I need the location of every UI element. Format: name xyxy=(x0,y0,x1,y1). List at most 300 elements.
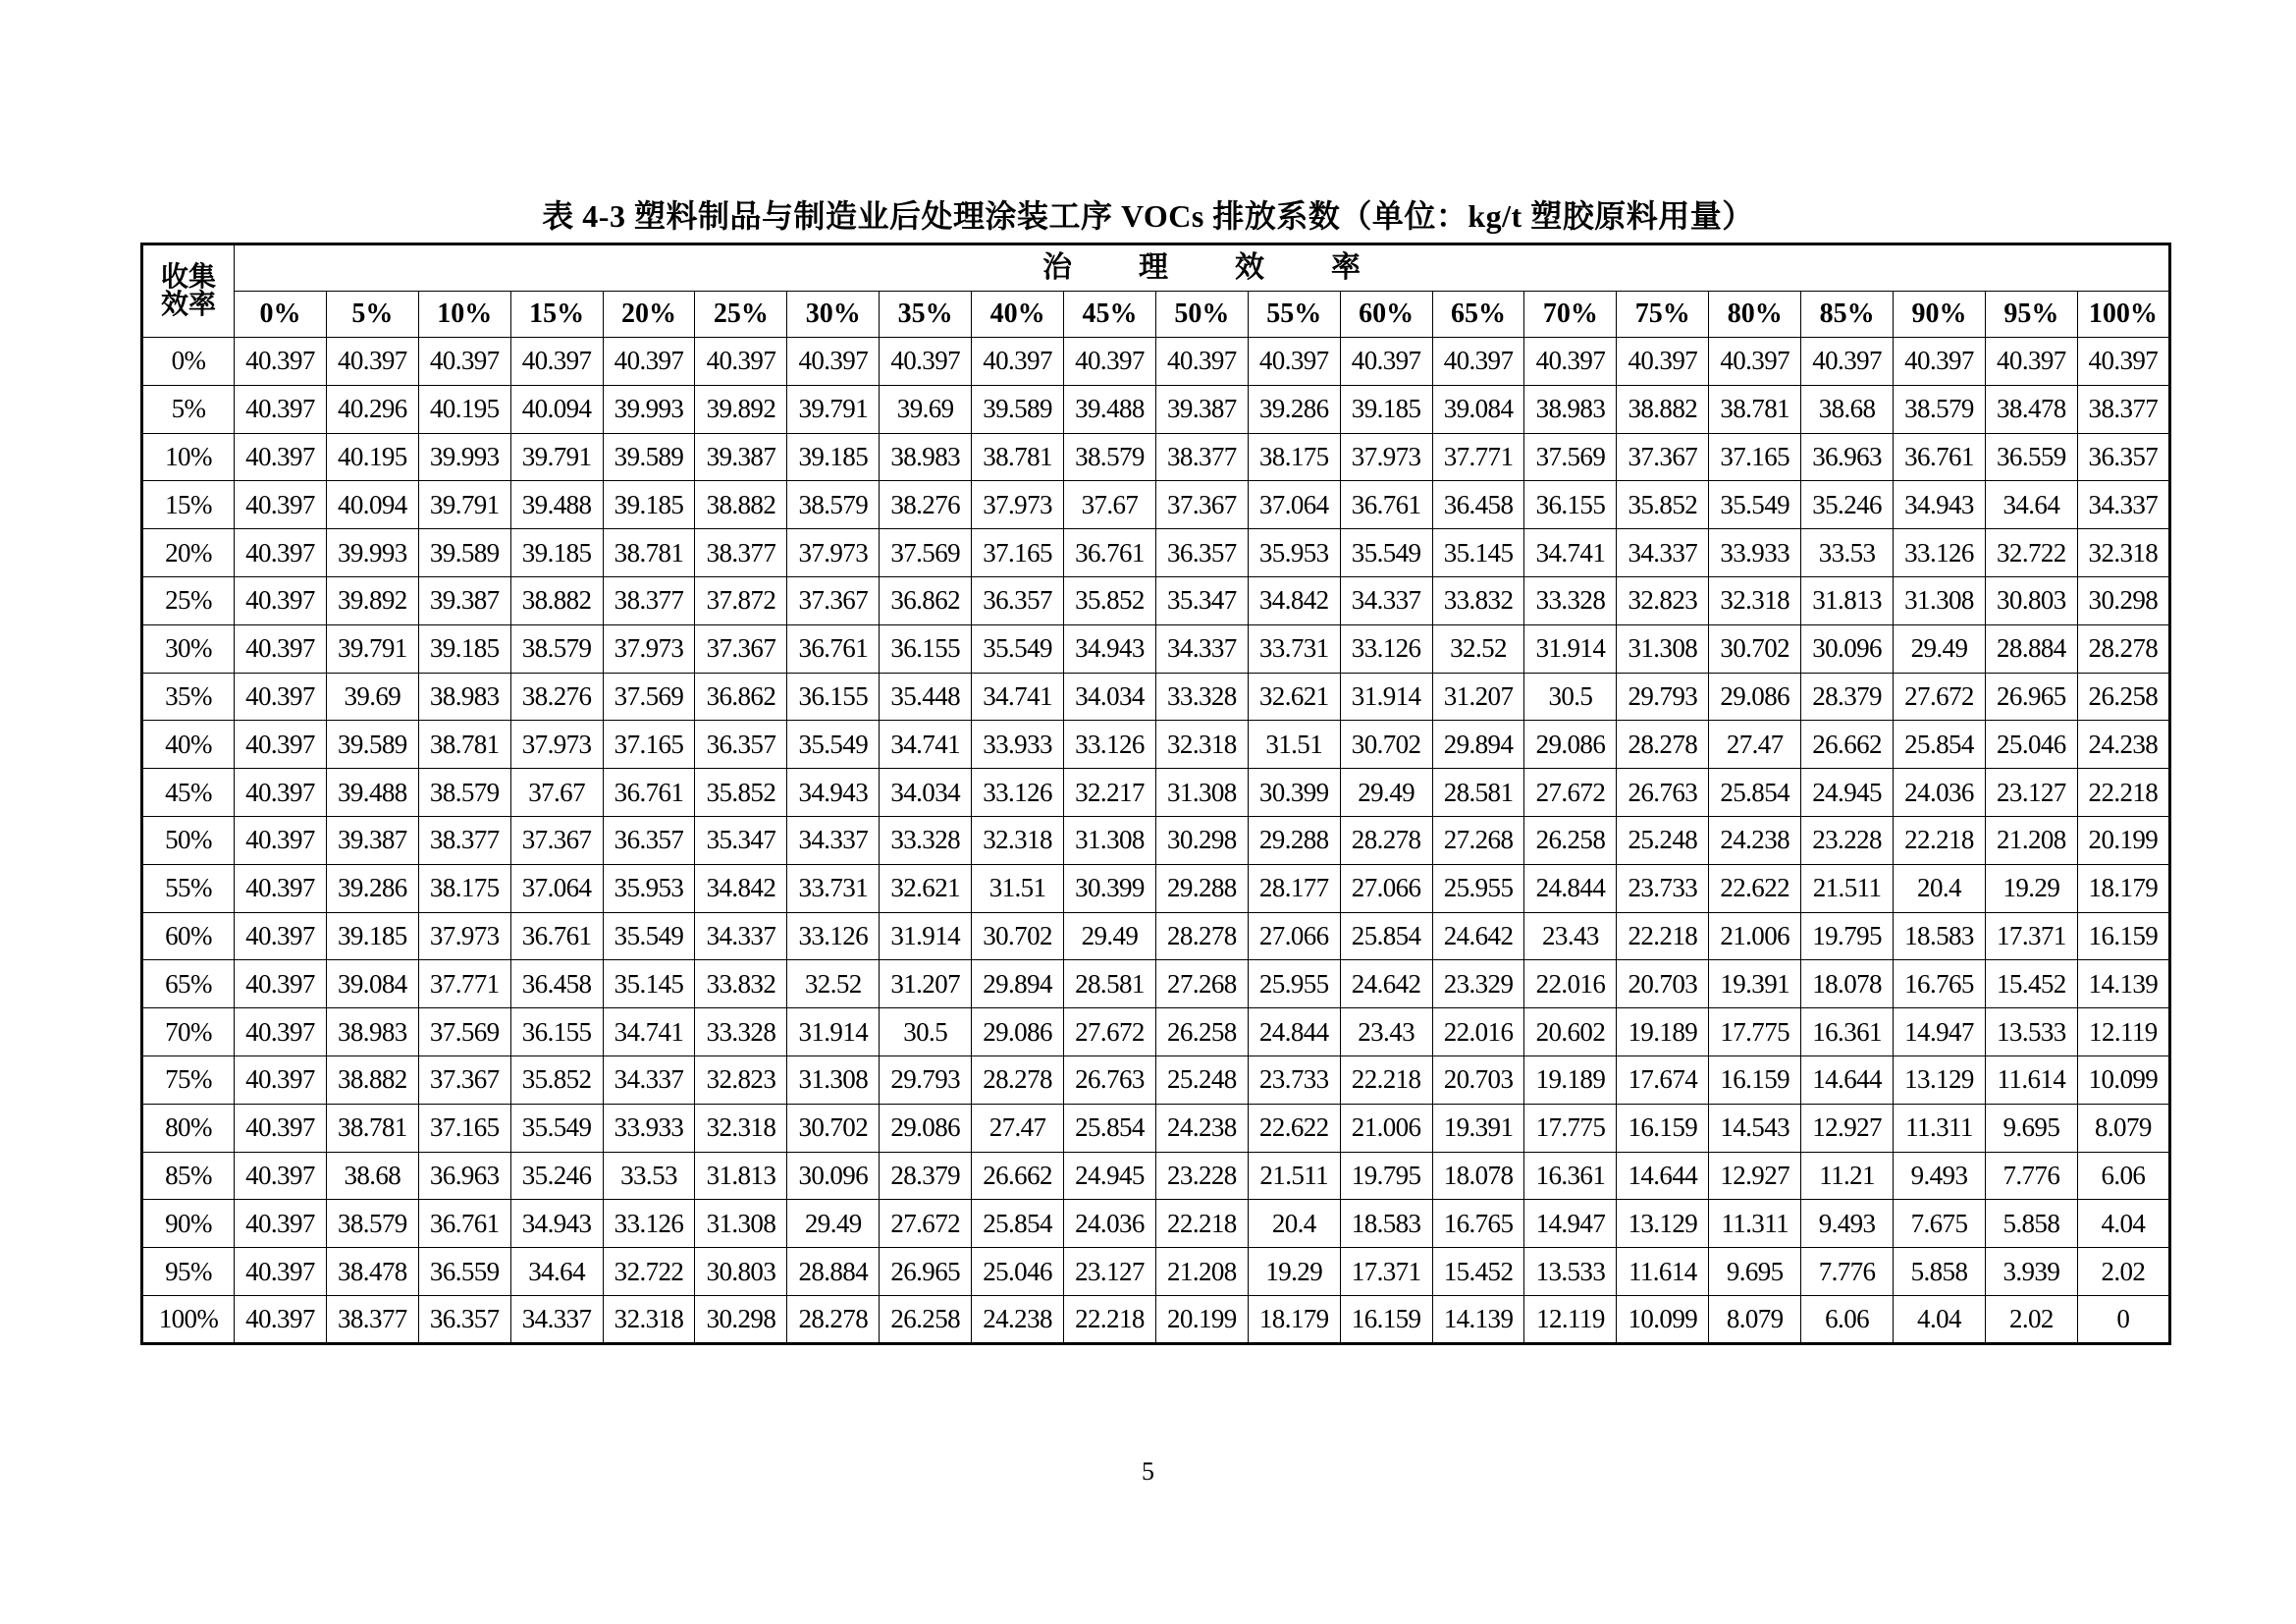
table-cell: 37.569 xyxy=(418,1008,510,1056)
table-cell: 16.765 xyxy=(1894,960,1986,1008)
table-cell: 38.377 xyxy=(418,816,510,864)
table-cell: 38.478 xyxy=(1985,385,2077,433)
row-label: 40% xyxy=(142,721,235,769)
table-cell: 37.872 xyxy=(695,576,787,624)
table-cell: 19.795 xyxy=(1801,912,1894,960)
table-cell: 40.397 xyxy=(1985,338,2077,386)
table-cell: 14.644 xyxy=(1617,1152,1709,1200)
column-header: 5% xyxy=(326,292,418,338)
table-cell: 40.397 xyxy=(1801,338,1894,386)
table-cell: 36.357 xyxy=(695,721,787,769)
row-label: 50% xyxy=(142,816,235,864)
table-cell: 30.298 xyxy=(2077,576,2169,624)
table-cell: 21.006 xyxy=(1709,912,1801,960)
table-cell: 36.357 xyxy=(972,576,1064,624)
table-cell: 2.02 xyxy=(1985,1295,2077,1343)
table-cell: 29.793 xyxy=(1617,673,1709,721)
table-cell: 34.337 xyxy=(2077,481,2169,529)
table-cell: 27.47 xyxy=(1709,721,1801,769)
table-cell: 26.763 xyxy=(1617,769,1709,817)
table-cell: 36.761 xyxy=(1894,433,1986,481)
table-cell: 37.973 xyxy=(787,529,880,577)
table-cell: 13.129 xyxy=(1617,1200,1709,1248)
table-cell: 33.53 xyxy=(1801,529,1894,577)
table-cell: 10.099 xyxy=(2077,1056,2169,1104)
table-cell: 40.397 xyxy=(510,338,603,386)
table-cell: 14.139 xyxy=(1432,1295,1524,1343)
table-cell: 38.983 xyxy=(880,433,972,481)
table-cell: 18.179 xyxy=(2077,864,2169,912)
table-cell: 40.397 xyxy=(1617,338,1709,386)
row-label: 75% xyxy=(142,1056,235,1104)
table-cell: 36.559 xyxy=(418,1248,510,1296)
column-header: 10% xyxy=(418,292,510,338)
column-header: 60% xyxy=(1340,292,1432,338)
table-cell: 39.791 xyxy=(326,624,418,673)
table-cell: 37.569 xyxy=(603,673,695,721)
table-cell: 38.781 xyxy=(418,721,510,769)
table-cell: 38.276 xyxy=(880,481,972,529)
table-cell: 24.238 xyxy=(2077,721,2169,769)
column-header: 95% xyxy=(1985,292,2077,338)
row-label: 20% xyxy=(142,529,235,577)
treatment-efficiency-header-char: 治 xyxy=(1041,251,1072,284)
table-cell: 40.397 xyxy=(2077,338,2169,386)
column-header: 90% xyxy=(1894,292,1986,338)
table-cell: 28.278 xyxy=(1155,912,1248,960)
table-row xyxy=(142,816,2170,864)
table-cell: 11.614 xyxy=(1985,1056,2077,1104)
table-cell: 38.377 xyxy=(695,529,787,577)
table-cell: 40.397 xyxy=(235,1152,327,1200)
table-cell: 24.238 xyxy=(1709,816,1801,864)
table-cell: 36.357 xyxy=(2077,433,2169,481)
table-cell: 16.765 xyxy=(1432,1200,1524,1248)
table-cell: 40.397 xyxy=(235,338,327,386)
table-cell: 16.159 xyxy=(1340,1295,1432,1343)
table-cell: 37.367 xyxy=(418,1056,510,1104)
table-cell: 19.391 xyxy=(1709,960,1801,1008)
table-cell: 40.397 xyxy=(1894,338,1986,386)
table-cell: 40.195 xyxy=(326,433,418,481)
table-cell: 40.397 xyxy=(235,816,327,864)
table-cell: 24.642 xyxy=(1432,912,1524,960)
table-cell: 15.452 xyxy=(1432,1248,1524,1296)
table-cell: 36.761 xyxy=(1064,529,1156,577)
row-label: 100% xyxy=(142,1295,235,1343)
table-cell: 38.882 xyxy=(326,1056,418,1104)
table-row xyxy=(142,1104,2170,1152)
table-cell: 30.5 xyxy=(880,1008,972,1056)
table-cell: 16.159 xyxy=(1617,1104,1709,1152)
table-cell: 35.448 xyxy=(880,673,972,721)
table-cell: 34.337 xyxy=(1340,576,1432,624)
column-header: 65% xyxy=(1432,292,1524,338)
table-cell: 39.488 xyxy=(510,481,603,529)
table-cell: 31.51 xyxy=(972,864,1064,912)
table-cell: 21.208 xyxy=(1985,816,2077,864)
table-cell: 9.695 xyxy=(1709,1248,1801,1296)
table-cell: 22.218 xyxy=(1894,816,1986,864)
table-cell: 40.397 xyxy=(235,1200,327,1248)
table-cell: 36.357 xyxy=(1155,529,1248,577)
table-cell: 19.189 xyxy=(1617,1008,1709,1056)
table-cell: 28.581 xyxy=(1064,960,1156,1008)
table-cell: 33.933 xyxy=(972,721,1064,769)
table-cell: 32.823 xyxy=(1617,576,1709,624)
table-cell: 19.29 xyxy=(1985,864,2077,912)
table-cell: 36.155 xyxy=(510,1008,603,1056)
table-row xyxy=(142,338,2170,386)
table-cell: 40.397 xyxy=(235,433,327,481)
table-cell: 36.155 xyxy=(787,673,880,721)
column-header: 40% xyxy=(972,292,1064,338)
table-cell: 26.662 xyxy=(1801,721,1894,769)
vocs-emission-table xyxy=(140,243,2171,1345)
table-cell: 22.218 xyxy=(1064,1295,1156,1343)
table-row xyxy=(142,1295,2170,1343)
row-label: 25% xyxy=(142,576,235,624)
table-cell: 38.882 xyxy=(1617,385,1709,433)
table-cell: 40.397 xyxy=(235,721,327,769)
table-cell: 40.397 xyxy=(235,912,327,960)
row-label: 35% xyxy=(142,673,235,721)
table-cell: 22.016 xyxy=(1432,1008,1524,1056)
table-cell: 4.04 xyxy=(1894,1295,1986,1343)
table-cell: 20.703 xyxy=(1617,960,1709,1008)
table-cell: 26.258 xyxy=(1524,816,1617,864)
table-cell: 34.741 xyxy=(603,1008,695,1056)
table-cell: 30.298 xyxy=(695,1295,787,1343)
table-cell: 40.397 xyxy=(235,1056,327,1104)
table-cell: 16.361 xyxy=(1801,1008,1894,1056)
table-cell: 17.775 xyxy=(1524,1104,1617,1152)
table-cell: 28.884 xyxy=(787,1248,880,1296)
table-cell: 28.278 xyxy=(972,1056,1064,1104)
table-cell: 38.781 xyxy=(603,529,695,577)
table-cell: 28.278 xyxy=(787,1295,880,1343)
table-cell: 9.695 xyxy=(1985,1104,2077,1152)
table-cell: 34.034 xyxy=(880,769,972,817)
table-cell: 33.832 xyxy=(695,960,787,1008)
table-cell: 34.741 xyxy=(880,721,972,769)
table-cell: 34.64 xyxy=(510,1248,603,1296)
table-cell: 25.854 xyxy=(1340,912,1432,960)
table-cell: 25.955 xyxy=(1248,960,1340,1008)
table-cell: 34.943 xyxy=(510,1200,603,1248)
table-cell: 29.086 xyxy=(880,1104,972,1152)
table-cell: 37.367 xyxy=(510,816,603,864)
table-cell: 33.328 xyxy=(880,816,972,864)
table-cell: 18.583 xyxy=(1340,1200,1432,1248)
table-row xyxy=(142,721,2170,769)
table-cell: 38.175 xyxy=(418,864,510,912)
table-cell: 32.318 xyxy=(2077,529,2169,577)
table-cell: 18.179 xyxy=(1248,1295,1340,1343)
table-cell: 40.094 xyxy=(510,385,603,433)
table-cell: 37.064 xyxy=(510,864,603,912)
table-cell: 19.391 xyxy=(1432,1104,1524,1152)
header-row-columns xyxy=(142,292,2170,338)
table-cell: 29.49 xyxy=(787,1200,880,1248)
table-cell: 30.803 xyxy=(1985,576,2077,624)
table-cell: 33.126 xyxy=(1340,624,1432,673)
table-cell: 40.397 xyxy=(235,1295,327,1343)
table-cell: 35.549 xyxy=(972,624,1064,673)
table-cell: 32.722 xyxy=(603,1248,695,1296)
table-cell: 37.569 xyxy=(880,529,972,577)
table-cell: 24.238 xyxy=(1155,1104,1248,1152)
table-cell: 40.397 xyxy=(235,481,327,529)
table-row xyxy=(142,960,2170,1008)
table-cell: 30.298 xyxy=(1155,816,1248,864)
table-cell: 31.914 xyxy=(787,1008,880,1056)
table-cell: 18.078 xyxy=(1801,960,1894,1008)
table-cell: 33.328 xyxy=(695,1008,787,1056)
table-cell: 38.983 xyxy=(418,673,510,721)
table-cell: 33.731 xyxy=(787,864,880,912)
table-cell: 21.511 xyxy=(1801,864,1894,912)
table-cell: 30.399 xyxy=(1064,864,1156,912)
column-header: 35% xyxy=(880,292,972,338)
table-cell: 36.963 xyxy=(1801,433,1894,481)
table-cell: 37.165 xyxy=(418,1104,510,1152)
table-cell: 28.278 xyxy=(2077,624,2169,673)
table-cell: 40.397 xyxy=(235,1104,327,1152)
table-cell: 25.248 xyxy=(1155,1056,1248,1104)
table-cell: 40.397 xyxy=(235,864,327,912)
row-label: 10% xyxy=(142,433,235,481)
table-cell: 25.854 xyxy=(1709,769,1801,817)
table-cell: 21.511 xyxy=(1248,1152,1340,1200)
table-cell: 36.458 xyxy=(510,960,603,1008)
table-cell: 16.361 xyxy=(1524,1152,1617,1200)
table-cell: 36.862 xyxy=(880,576,972,624)
table-cell: 36.458 xyxy=(1432,481,1524,529)
row-label: 30% xyxy=(142,624,235,673)
column-header: 100% xyxy=(2077,292,2169,338)
table-cell: 40.397 xyxy=(1432,338,1524,386)
table-cell: 25.854 xyxy=(1894,721,1986,769)
table-cell: 27.066 xyxy=(1248,912,1340,960)
table-cell: 36.155 xyxy=(1524,481,1617,529)
table-cell: 31.207 xyxy=(880,960,972,1008)
table-cell: 37.367 xyxy=(1155,481,1248,529)
table-cell: 40.397 xyxy=(1064,338,1156,386)
table-cell: 32.318 xyxy=(972,816,1064,864)
table-cell: 37.973 xyxy=(418,912,510,960)
table-cell: 22.622 xyxy=(1709,864,1801,912)
table-cell: 39.993 xyxy=(326,529,418,577)
table-cell: 10.099 xyxy=(1617,1295,1709,1343)
table-cell: 35.549 xyxy=(510,1104,603,1152)
table-cell: 39.185 xyxy=(326,912,418,960)
table-cell: 20.602 xyxy=(1524,1008,1617,1056)
table-cell: 0 xyxy=(2077,1295,2169,1343)
table-cell: 33.126 xyxy=(1894,529,1986,577)
table-cell: 22.218 xyxy=(2077,769,2169,817)
table-cell: 39.185 xyxy=(510,529,603,577)
column-header: 75% xyxy=(1617,292,1709,338)
table-cell: 39.185 xyxy=(418,624,510,673)
table-row xyxy=(142,529,2170,577)
table-cell: 39.589 xyxy=(326,721,418,769)
table-cell: 23.127 xyxy=(1985,769,2077,817)
table-cell: 22.016 xyxy=(1524,960,1617,1008)
table-row xyxy=(142,1248,2170,1296)
table-cell: 37.367 xyxy=(695,624,787,673)
table-cell: 39.185 xyxy=(603,481,695,529)
table-cell: 32.318 xyxy=(1155,721,1248,769)
table-cell: 40.397 xyxy=(235,624,327,673)
table-cell: 40.195 xyxy=(418,385,510,433)
table-row xyxy=(142,433,2170,481)
table-cell: 27.672 xyxy=(1064,1008,1156,1056)
table-cell: 37.973 xyxy=(510,721,603,769)
row-label: 45% xyxy=(142,769,235,817)
table-cell: 33.933 xyxy=(603,1104,695,1152)
table-cell: 26.965 xyxy=(880,1248,972,1296)
table-cell: 37.569 xyxy=(1524,433,1617,481)
table-cell: 12.927 xyxy=(1709,1152,1801,1200)
table-cell: 35.347 xyxy=(1155,576,1248,624)
table-cell: 39.286 xyxy=(1248,385,1340,433)
table-cell: 29.086 xyxy=(1709,673,1801,721)
table-cell: 35.246 xyxy=(1801,481,1894,529)
table-cell: 40.397 xyxy=(1155,338,1248,386)
table-cell: 32.52 xyxy=(787,960,880,1008)
table-cell: 26.258 xyxy=(1155,1008,1248,1056)
table-cell: 39.084 xyxy=(326,960,418,1008)
table-cell: 38.377 xyxy=(2077,385,2169,433)
table-cell: 39.286 xyxy=(326,864,418,912)
table-cell: 33.731 xyxy=(1248,624,1340,673)
table-cell: 34.842 xyxy=(695,864,787,912)
table-cell: 35.347 xyxy=(695,816,787,864)
table-cell: 36.357 xyxy=(603,816,695,864)
table-cell: 39.387 xyxy=(695,433,787,481)
table-cell: 30.702 xyxy=(787,1104,880,1152)
table-cell: 11.311 xyxy=(1709,1200,1801,1248)
table-cell: 32.217 xyxy=(1064,769,1156,817)
table-cell: 34.337 xyxy=(1155,624,1248,673)
table-cell: 40.397 xyxy=(235,960,327,1008)
table-cell: 14.543 xyxy=(1709,1104,1801,1152)
table-cell: 35.953 xyxy=(603,864,695,912)
table-cell: 20.4 xyxy=(1248,1200,1340,1248)
table-cell: 27.672 xyxy=(1894,673,1986,721)
table-cell: 23.733 xyxy=(1248,1056,1340,1104)
table-cell: 31.308 xyxy=(1617,624,1709,673)
table-cell: 34.034 xyxy=(1064,673,1156,721)
table-cell: 26.763 xyxy=(1064,1056,1156,1104)
table-cell: 7.675 xyxy=(1894,1200,1986,1248)
table-cell: 12.927 xyxy=(1801,1104,1894,1152)
table-cell: 29.288 xyxy=(1248,816,1340,864)
table-cell: 39.993 xyxy=(418,433,510,481)
table-cell: 38.377 xyxy=(603,576,695,624)
table-cell: 23.733 xyxy=(1617,864,1709,912)
table-cell: 33.328 xyxy=(1155,673,1248,721)
table-cell: 39.791 xyxy=(787,385,880,433)
table-cell: 37.771 xyxy=(1432,433,1524,481)
table-cell: 27.47 xyxy=(972,1104,1064,1152)
table-cell: 34.64 xyxy=(1985,481,2077,529)
row-label: 95% xyxy=(142,1248,235,1296)
table-cell: 11.311 xyxy=(1894,1104,1986,1152)
table-cell: 34.943 xyxy=(1894,481,1986,529)
table-row xyxy=(142,673,2170,721)
table-cell: 18.583 xyxy=(1894,912,1986,960)
table-cell: 26.258 xyxy=(2077,673,2169,721)
table-cell: 39.69 xyxy=(880,385,972,433)
row-label: 90% xyxy=(142,1200,235,1248)
table-cell: 38.175 xyxy=(1248,433,1340,481)
table-cell: 37.67 xyxy=(1064,481,1156,529)
table-cell: 34.337 xyxy=(787,816,880,864)
table-cell: 25.854 xyxy=(972,1200,1064,1248)
table-cell: 37.67 xyxy=(510,769,603,817)
table-cell: 13.533 xyxy=(1985,1008,2077,1056)
table-cell: 40.094 xyxy=(326,481,418,529)
table-cell: 17.775 xyxy=(1709,1008,1801,1056)
table-cell: 23.127 xyxy=(1064,1248,1156,1296)
table-cell: 37.165 xyxy=(603,721,695,769)
table-cell: 18.078 xyxy=(1432,1152,1524,1200)
table-cell: 34.943 xyxy=(1064,624,1156,673)
table-cell: 2.02 xyxy=(2077,1248,2169,1296)
column-header: 45% xyxy=(1064,292,1156,338)
table-cell: 14.644 xyxy=(1801,1056,1894,1104)
table-cell: 37.165 xyxy=(1709,433,1801,481)
row-label: 70% xyxy=(142,1008,235,1056)
table-cell: 38.579 xyxy=(1894,385,1986,433)
collection-efficiency-header xyxy=(142,244,235,338)
table-cell: 29.086 xyxy=(972,1008,1064,1056)
table-cell: 30.702 xyxy=(972,912,1064,960)
column-header: 25% xyxy=(695,292,787,338)
table-cell: 38.882 xyxy=(510,576,603,624)
table-cell: 24.036 xyxy=(1894,769,1986,817)
table-cell: 36.862 xyxy=(695,673,787,721)
table-cell: 5.858 xyxy=(1894,1248,1986,1296)
table-cell: 39.084 xyxy=(1432,385,1524,433)
table-cell: 40.397 xyxy=(235,576,327,624)
collection-efficiency-header-line2: 效率 xyxy=(160,289,216,320)
table-cell: 22.218 xyxy=(1155,1200,1248,1248)
table-row xyxy=(142,385,2170,433)
table-cell: 30.096 xyxy=(787,1152,880,1200)
table-cell: 36.357 xyxy=(418,1295,510,1343)
table-cell: 31.308 xyxy=(695,1200,787,1248)
table-cell: 31.914 xyxy=(1340,673,1432,721)
table-cell: 28.177 xyxy=(1248,864,1340,912)
table-cell: 25.955 xyxy=(1432,864,1524,912)
table-cell: 38.781 xyxy=(972,433,1064,481)
table-row xyxy=(142,576,2170,624)
table-cell: 40.397 xyxy=(235,1248,327,1296)
table-row xyxy=(142,481,2170,529)
table-cell: 38.983 xyxy=(326,1008,418,1056)
table-cell: 38.781 xyxy=(326,1104,418,1152)
treatment-efficiency-header-char: 理 xyxy=(1138,251,1168,284)
treatment-efficiency-header-char: 率 xyxy=(1330,251,1361,284)
table-cell: 25.046 xyxy=(972,1248,1064,1296)
table-cell: 33.126 xyxy=(603,1200,695,1248)
table-cell: 39.589 xyxy=(418,529,510,577)
table-cell: 39.791 xyxy=(418,481,510,529)
table-cell: 12.119 xyxy=(1524,1295,1617,1343)
